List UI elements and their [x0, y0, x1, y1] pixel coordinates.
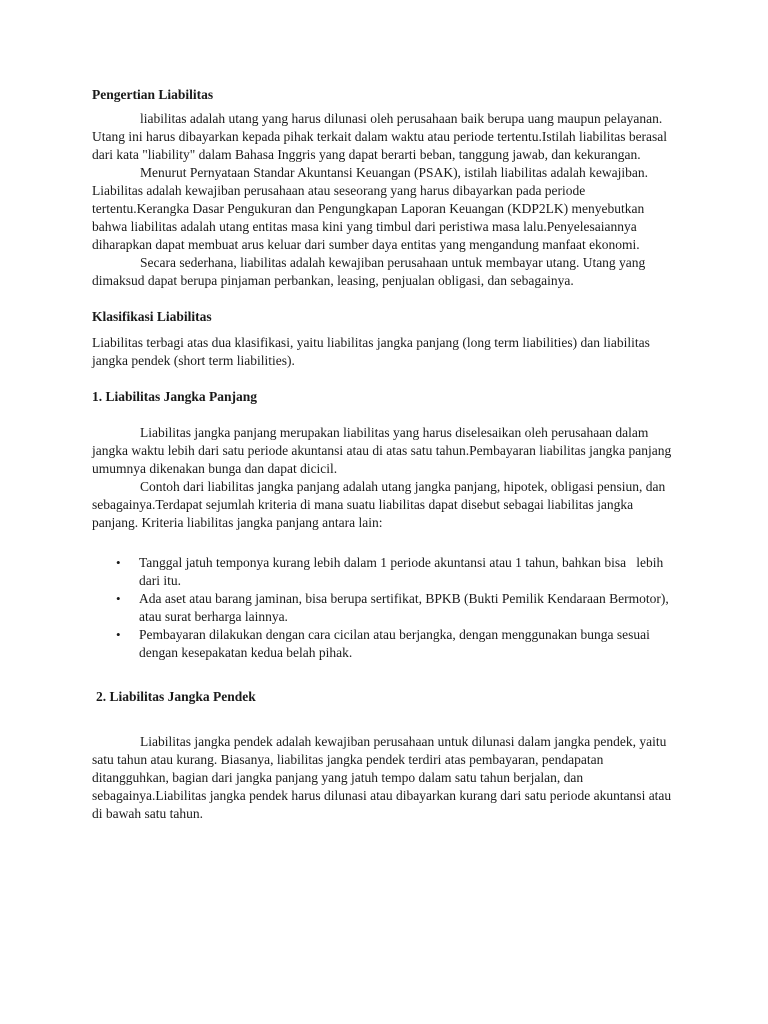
list-item-text: Pembayaran dilakukan dengan cara cicilan atau berjangka, dengan menggunakan bunga sesuai dengan kesepakatan kedua belah pihak.: [139, 627, 650, 660]
bullet-icon: •: [116, 627, 121, 642]
paragraph-simple: Secara sederhana, liabilitas adalah kewajiban perusahaan untuk membayar utang. Utang yang dimaksud dapat berupa pinjaman perbankan, leasing, penjualan obligasi, dan sebagainya.: [92, 255, 646, 288]
heading-jangka-panjang: 1. Liabilitas Jangka Panjang: [92, 389, 258, 404]
list-item-text: Tanggal jatuh temponya kurang lebih dalam 1 periode akuntansi atau 1 tahun, bahkan bisa lebih dari itu.: [139, 555, 664, 588]
list-item: [92, 626, 682, 662]
bullet-icon: •: [116, 555, 121, 570]
list-item: [92, 590, 682, 626]
paragraph-jangka-pendek: Liabilitas jangka pendek adalah kewajiban perusahaan untuk dilunasi dalam jangka pendek, yaitu satu tahun atau kurang. Biasanya, liabilitas jangka pendek terdiri atas pembayaran, pendapatan ditangguhkan, bagian dari jangka panjang yang jatuh tempo dalam satu tahun berjalan, dan sebagainya.Liabilitas jangka pendek harus dilunasi atau dibayarkan kurang dari satu periode akuntansi atau di bawah satu tahun.: [92, 734, 672, 821]
heading-pengertian: Pengertian Liabilitas: [92, 87, 214, 102]
paragraph-klasifikasi: Liabilitas terbagi atas dua klasifikasi, yaitu liabilitas jangka panjang (long term liabilities) dan liabilitas jangka pendek (short term liabilities).: [92, 335, 650, 368]
heading-jangka-pendek: 2. Liabilitas Jangka Pendek: [96, 689, 256, 704]
criteria-list: [92, 554, 682, 662]
list-item: [92, 554, 682, 590]
document-page: [92, 86, 682, 823]
bullet-icon: •: [116, 591, 121, 606]
paragraph-psak: Menurut Pernyataan Standar Akuntansi Keuangan (PSAK), istilah liabilitas adalah kewajiban. Liabilitas adalah kewajiban perusahaan atau seseorang yang harus dibayarkan pada periode tertentu.Kerangka Dasar Pengukuran dan Pengungkapan Laporan Keuangan (KDP2LK) menyebutkan bahwa liabilitas adalah utang entitas masa kini yang timbul dari peristiwa masa lalu.Penyelesaiannya diharapkan dapat membuat arus keluar dari sumber daya entitas yang mengandung manfaat ekonomi.: [92, 165, 649, 252]
paragraph-jangka-panjang: Liabilitas jangka panjang merupakan liabilitas yang harus diselesaikan oleh perusahaan dalam jangka waktu lebih dari satu periode akuntansi atau di atas satu tahun.Pembayaran liabilitas jangka panjang umumnya dikenakan bunga dan dapat dicicil.: [92, 425, 672, 476]
paragraph-contoh: Contoh dari liabilitas jangka panjang adalah utang jangka panjang, hipotek, obligasi pensiun, dan sebagainya.Terdapat sejumlah kriteria di mana suatu liabilitas dapat disebut sebagai liabilitas jangka panjang. Kriteria liabilitas jangka panjang antara lain:: [92, 479, 666, 530]
heading-klasifikasi: Klasifikasi Liabilitas: [92, 309, 212, 324]
paragraph-definition: liabilitas adalah utang yang harus dilunasi oleh perusahaan baik berupa uang maupun pelayanan. Utang ini harus dibayarkan kepada pihak terkait dalam waktu atau periode tertentu.Istilah liabilitas berasal dari kata "liability" dalam Bahasa Inggris yang dapat berarti beban, tanggung jawab, dan kekurangan.: [92, 111, 668, 162]
list-item-text: Ada aset atau barang jaminan, bisa berupa sertifikat, BPKB (Bukti Pemilik Kendaraan Bermotor), atau surat berharga lainnya.: [139, 591, 669, 624]
